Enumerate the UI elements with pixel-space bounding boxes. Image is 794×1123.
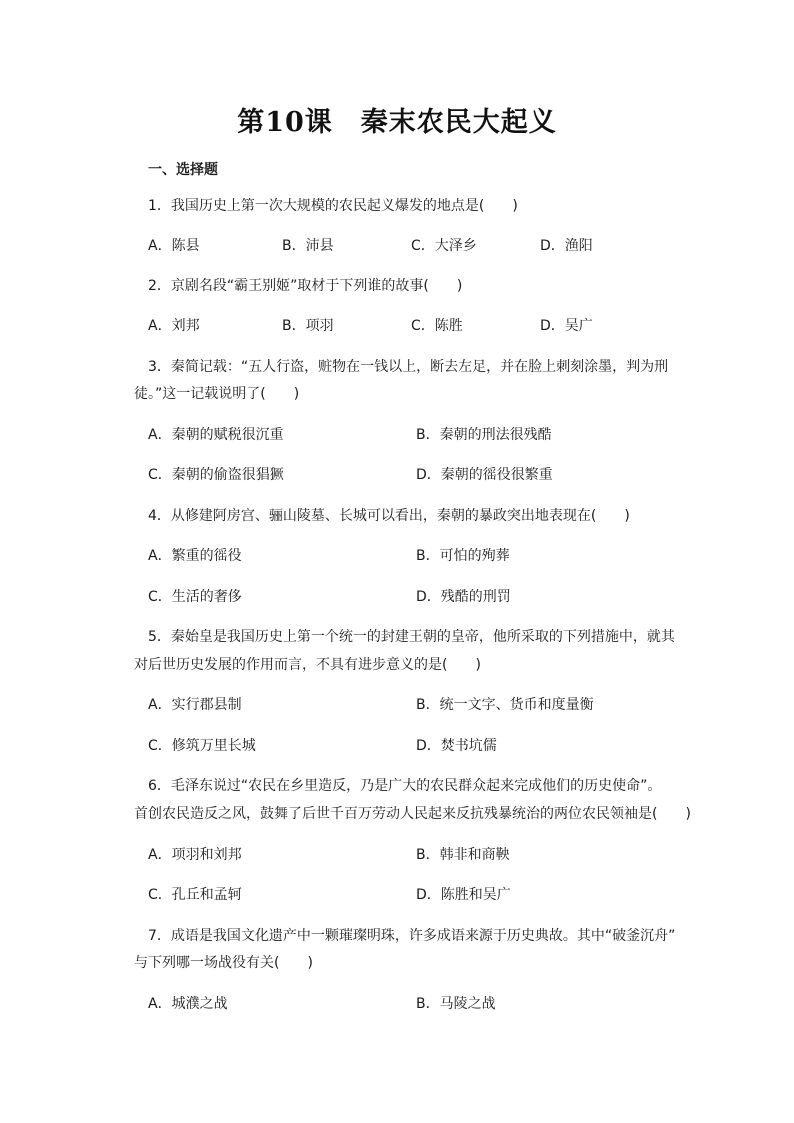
question-6-option-d: D．陈胜和吴广 <box>416 887 511 903</box>
question-2-stem: 2．京剧名段“霸王别姬”取材于下列谁的故事( ) <box>148 278 463 294</box>
question-3-option-b: B．秦朝的刑法很残酷 <box>416 427 552 443</box>
question-2-option-a: A．刘邦 <box>148 318 200 334</box>
question-6-option-c: C．孔丘和孟轲 <box>148 887 242 903</box>
question-4-option-c: C．生活的奢侈 <box>148 589 242 605</box>
question-7-option-b: B．马陵之战 <box>416 996 496 1012</box>
question-4-option-b: B．可怕的殉葬 <box>416 548 510 564</box>
question-3-option-a: A．秦朝的赋税很沉重 <box>148 427 284 443</box>
question-6-option-b: B．韩非和商鞅 <box>416 847 510 863</box>
question-1-option-a: A．陈县 <box>148 238 200 254</box>
question-1-stem: 1．我国历史上第一次大规模的农民起义爆发的地点是( ) <box>148 198 518 214</box>
question-7-stem-line1: 7．成语是我国文化遗产中一颗璀璨明珠，许多成语来源于历史典故。其中“破釜沉舟” <box>148 928 676 944</box>
question-6-stem-line2: 首创农民造反之风，鼓舞了后世千百万劳动人民起来反抗残暴统治的两位农民领袖是( ) <box>134 806 691 822</box>
question-5-stem-line2: 对后世历史发展的作用而言，不具有进步意义的是( ) <box>134 657 481 673</box>
question-4-stem: 4．从修建阿房宫、骊山陵墓、长城可以看出，秦朝的暴政突出地表现在( ) <box>148 508 630 524</box>
question-3-stem-line2: 徒。”这一记载说明了( ) <box>134 386 300 402</box>
question-6-stem-line1: 6．毛泽东说过“农民在乡里造反，乃是广大的农民群众起来完成他们的历史使命”。 <box>148 778 662 794</box>
question-7-stem-line2: 与下列哪一场战役有关( ) <box>134 955 313 971</box>
question-5-option-c: C．修筑万里长城 <box>148 738 256 754</box>
section-heading: 一、选择题 <box>148 162 218 178</box>
question-3-stem-line1: 3．秦简记载：“五人行盗，赃物在一钱以上，断去左足，并在脸上刺刻涂墨，判为刑 <box>148 359 669 375</box>
question-5-option-d: D．焚书坑儒 <box>416 738 497 754</box>
question-7-option-a: A．城濮之战 <box>148 996 228 1012</box>
question-4-option-d: D．残酷的刑罚 <box>416 589 511 605</box>
lesson-title: 第10课 秦末农民大起义 <box>237 107 557 138</box>
question-3-option-d: D．秦朝的徭役很繁重 <box>416 467 553 483</box>
question-5-option-a: A．实行郡县制 <box>148 697 242 713</box>
question-1-option-b: B．沛县 <box>282 238 334 254</box>
question-2-option-c: C．陈胜 <box>411 318 463 334</box>
question-1-option-d: D．渔阳 <box>540 238 593 254</box>
question-5-option-b: B．统一文字、货币和度量衡 <box>416 697 594 713</box>
question-5-stem-line1: 5．秦始皇是我国历史上第一个统一的封建王朝的皇帝，他所采取的下列措施中，就其 <box>148 629 675 645</box>
question-3-option-c: C．秦朝的偷盗很猖獗 <box>148 467 284 483</box>
question-1-option-c: C．大泽乡 <box>411 238 477 254</box>
question-2-option-d: D．吴广 <box>540 318 593 334</box>
question-4-option-a: A．繁重的徭役 <box>148 548 242 564</box>
question-6-option-a: A．项羽和刘邦 <box>148 847 242 863</box>
question-2-option-b: B．项羽 <box>282 318 334 334</box>
